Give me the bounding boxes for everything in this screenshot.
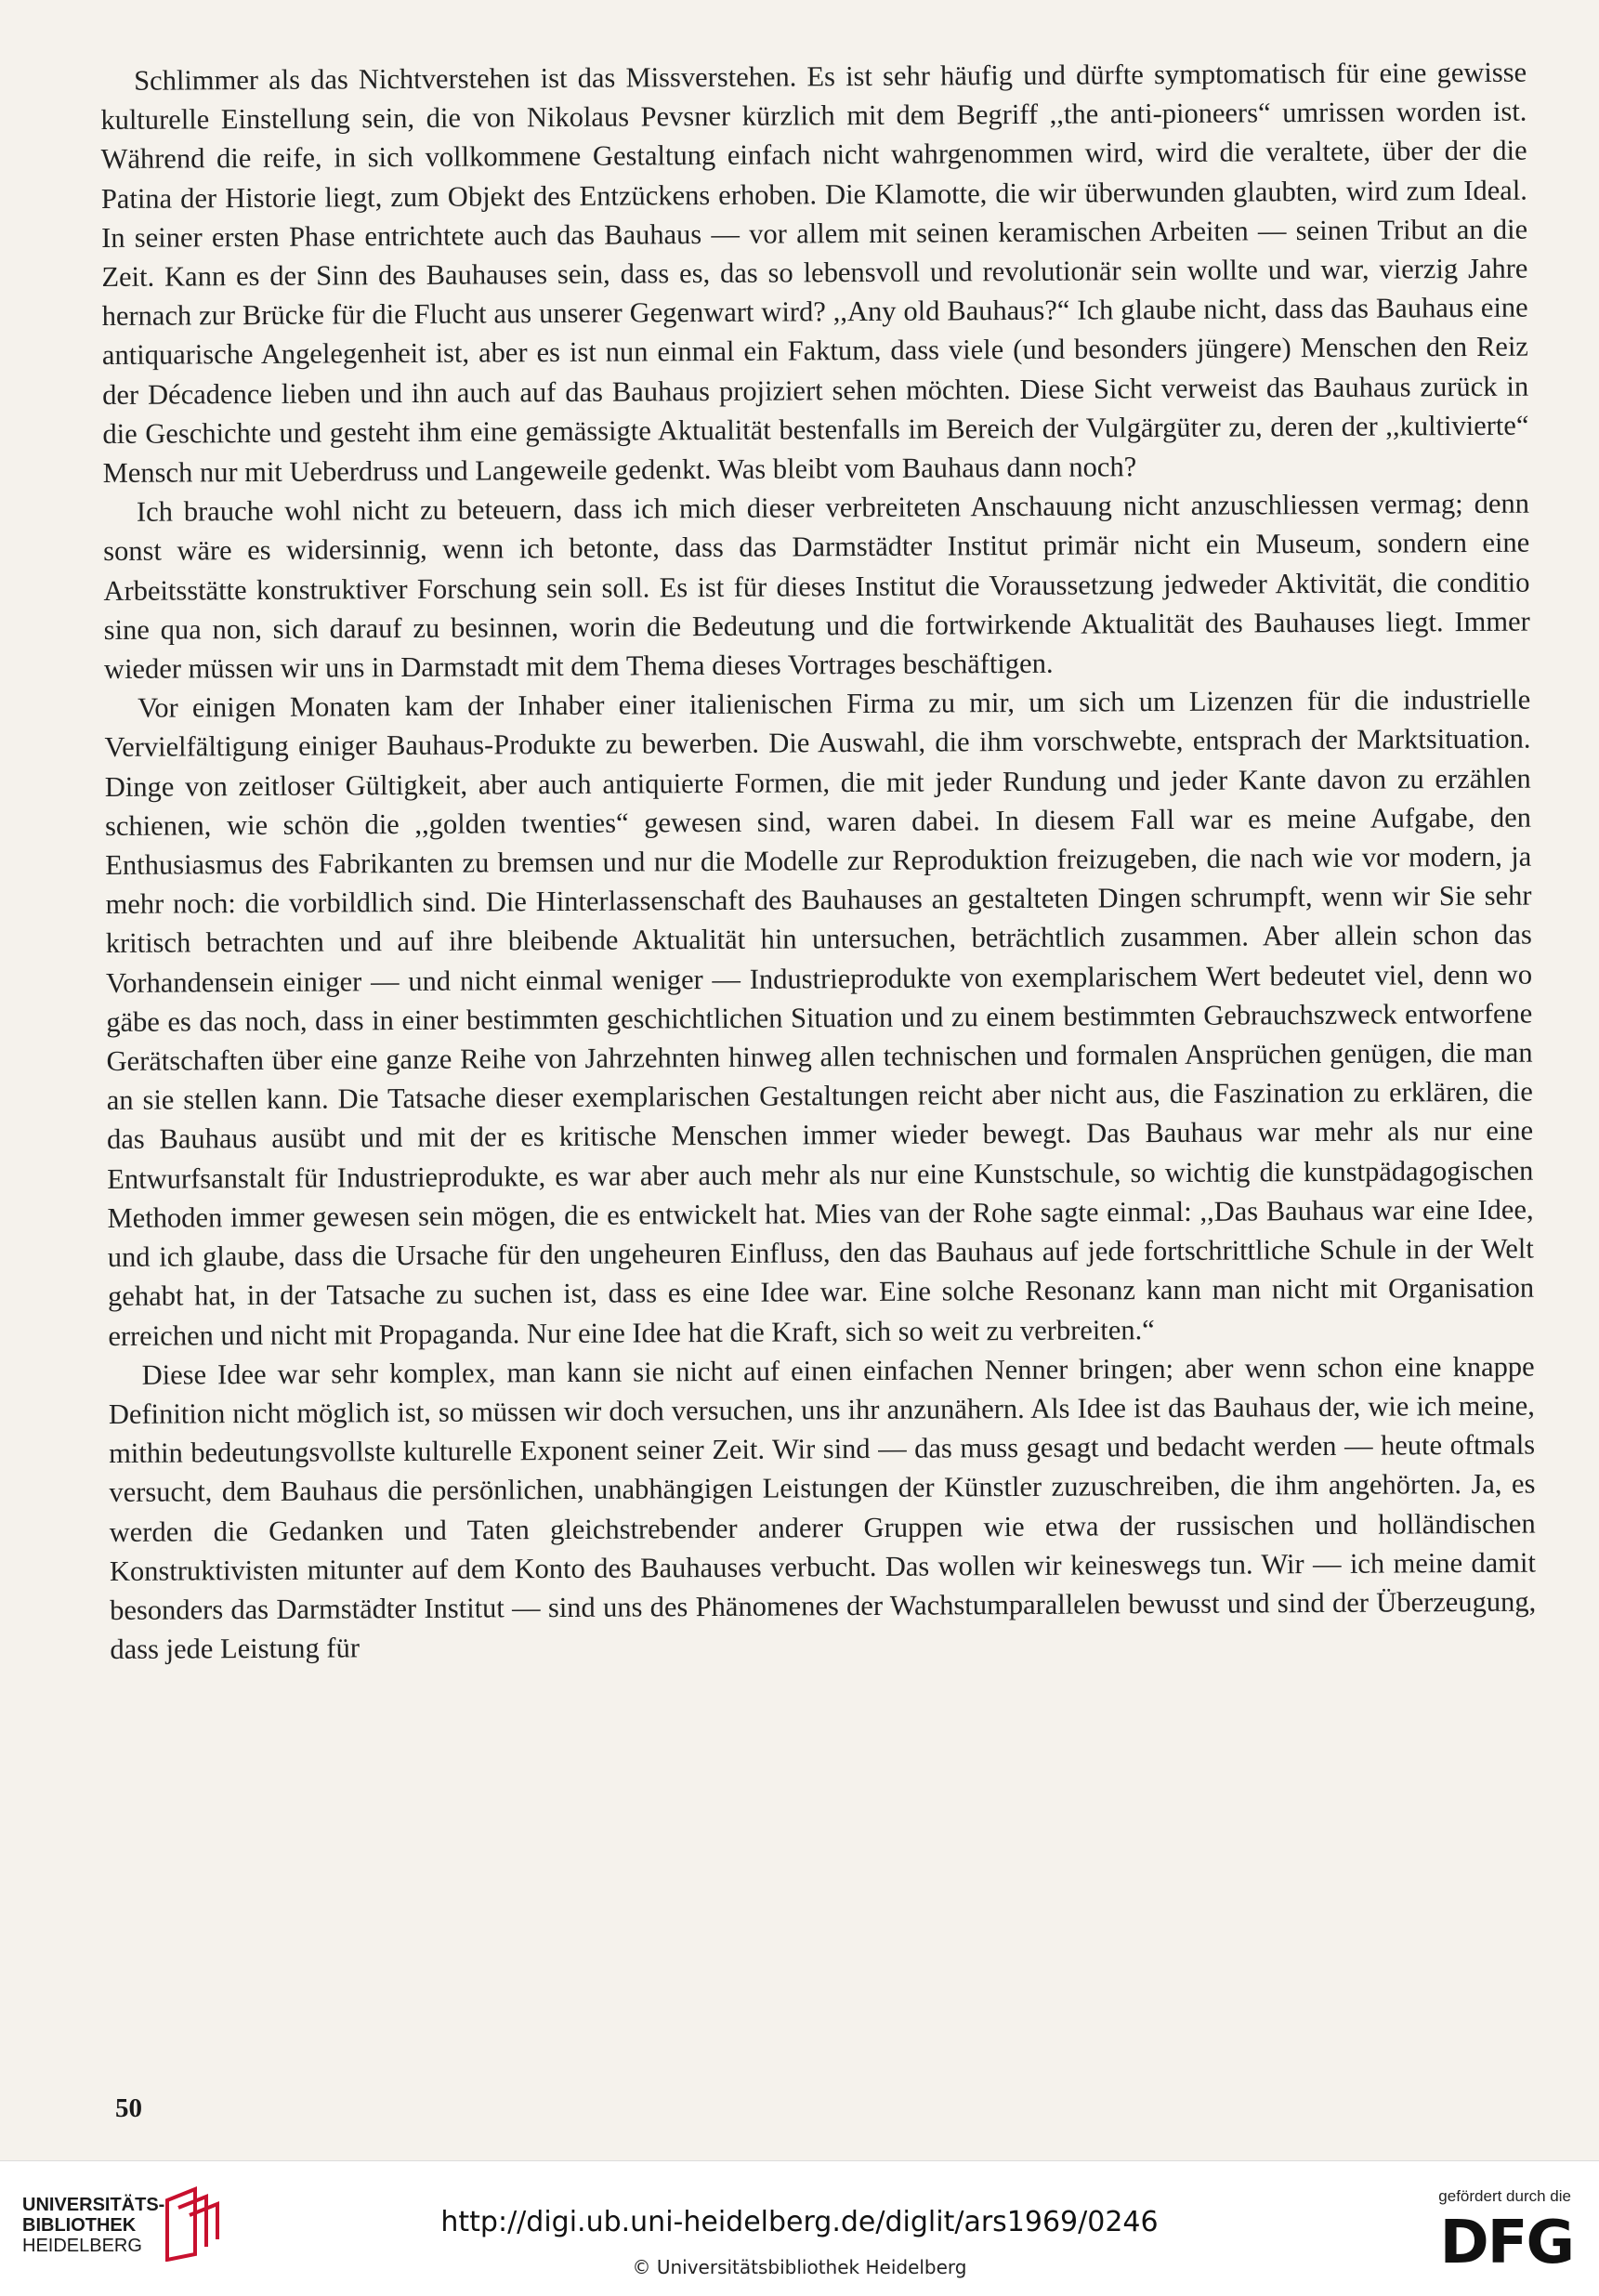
paragraph-1: Schlimmer als das Nichtverstehen ist das Missverstehen. Es ist sehr häufig und dürfte symptomatisch für eine gewisse kulturelle Einstellung sein, die von Nikolaus Pevsner kürzlich mit dem Begriff ,,the anti-pioneers“ umrissen worden ist. Während die reife, in sich vollkommene Gestaltung einfach nicht wahrgenommen wird, wird die veraltete, über der die Patina der Historie liegt, zum Objekt des Entzückens erhoben. Die Klamotte, die wir überwunden glaubten, wird zum Ideal. In seiner ersten Phase entrichtete auch das Bauhaus — vor allem mit seinen keramischen Arbeiten — seinen Tribut an die Zeit. Kann es der Sinn des Bauhauses sein, dass es, das so lebensvoll und revolutionär sein wollte und war, vierzig Jahre hernach zur Brücke für die Flucht aus unserer Gegenwart wird? ,,Any old Bauhaus?“ Ich glaube nicht, dass das Bauhaus eine antiquarische Angelegenheit ist, aber es ist nun einmal ein Faktum, dass viele (und besonders jüngere) Menschen den Reiz der Décadence lieben und ihn auch auf das Bauhaus projiziert sehen möchten. Diese Sicht verweist das Bauhaus zurück in die Geschichte und gesteht ihm eine gemässigte Aktualität bestenfalls im Bereich der Vulgärgüter zu, deren der ,,kultivierte“ Mensch nur mit Ueberdruss und Langeweile gedenkt. Was bleibt vom Bauhaus dann noch?	[100, 56, 1529, 490]
library-name-line1: UNIVERSITÄTS-	[22, 2195, 165, 2215]
library-name-line2: BIBLIOTHEK	[22, 2215, 137, 2236]
permalink-url[interactable]: http://digi.ub.uni-heidelberg.de/diglit/ars1969/0246	[440, 2206, 1159, 2238]
paragraph-2: Ich brauche wohl nicht zu beteuern, dass ich mich dieser verbreiteten Anschauung nicht anzuschliessen vermag; denn sonst wäre es widersinnig, wenn ich betonte, dass das Darmstädter Institut primär nicht ein Museum, sondern eine Arbeitsstätte konstruktiver Forschung sein soll. Es ist für dieses Institut die Voraussetzung jedweder Aktivität, die conditio sine qua non, sich darauf zu besinnen, worin die Bedeutung und die fortwirkende Aktualität des Bauhauses liegt. Immer wieder müssen wir uns in Darmstadt mit dem Thema dieses Vortrages beschäftigen.	[103, 487, 1530, 686]
funded-by-label: gefördert durch die	[1438, 2187, 1571, 2205]
paragraph-4: Diese Idee war sehr komplex, man kann sie nicht auf einen einfachen Nenner bringen; aber wenn schon eine knappe Definition nicht möglich ist, so müssen wir doch versuchen, uns ihr anzunähern. Als Idee ist das Bauhaus der, wie ich meine, mithin bedeutungsvollste kulturelle Exponent seiner Zeit. Wir sind — das muss gesagt und bedacht werden — heute oftmals versucht, dem Bauhaus die persönlichen, unabhängigen Leistungen der Künstler zuzuschreiben, die ihm angehörten. Ja, es werden die Gedanken und Taten gleichstrebender anderer Gruppen wie etwa der russischen und holländischen Konstruktivisten mitunter auf dem Konto des Bauhauses verbucht. Das wollen wir keineswegs tun. Wir — ich meine damit besonders das Darmstädter Institut — sind uns des Phänomenes der Wachstumparallelen bewusst und sind der Überzeugung, dass jede Leistung für	[108, 1350, 1537, 1666]
dfg-logo[interactable]: DFG	[1439, 2209, 1573, 2277]
page-number: 50	[115, 2093, 142, 2123]
footer-bar	[0, 2160, 1599, 2296]
body-text	[100, 53, 1537, 1670]
paragraph-3: Vor einigen Monaten kam der Inhaber einer italienischen Firma zu mir, um sich um Lizenzen für die industrielle Vervielfältigung einiger Bauhaus-Produkte zu bewerben. Die Auswahl, die ihm vorschwebte, entsprach der Marktsituation. Dinge von zeitloser Gültigkeit, aber auch antiquierte Formen, die mit jeder Rundung und jeder Kante davon zu erzählen schienen, wie schön die ,,golden twenties“ gewesen sind, waren dabei. In diesem Fall war es meine Aufgabe, den Enthusiasmus des Fabrikanten zu bremsen und nur die Modelle zur Reproduktion freizugeben, die nach wie vor modern, ja mehr noch: die vorbildlich sind. Die Hinterlassenschaft des Bauhauses an gestalteten Dingen schrumpft, wenn wir Sie sehr kritisch betrachten und auf ihre bleibende Aktualität hin untersuchen, beträchtlich zusammen. Aber allein schon das Vorhandensein einiger — und nicht einmal weniger — Industrieprodukte von exemplarischem Wert bedeutet viel, denn wo gäbe es das noch, dass in einer bestimmten geschichtlichen Situation und zu einem bestimmten Gebrauchszweck entworfene Gerätschaften über eine ganze Reihe von Jahrzehnten hinweg allen technischen und formalen Ansprüchen genügen, die man an sie stellen kann. Die Tatsache dieser exemplarischen Gestaltungen reicht aber nicht aus, die Faszination zu erklären, die das Bauhaus ausübt und mit der es kritische Menschen immer wieder bewegt. Das Bauhaus war mehr als nur eine Entwurfsanstalt für Industrieprodukte, es war aber auch mehr als nur eine Kunstschule, so wichtig die kunstpädagogischen Methoden immer gewesen sein mögen, die es entwickelt hat. Mies van der Rohe sagte einmal: ,,Das Bauhaus war eine Idee, und ich glaube, dass die Ursache für den ungeheuren Einfluss, den das Bauhaus auf jede fortschrittliche Schule in der Welt gehabt hat, in der Tatsache zu suchen ist, dass es eine Idee war. Eine solche Resonanz kann man nicht mit Organisation erreichen und nicht mit Propaganda. Nur eine Idee hat die Kraft, sich so weit zu verbreiten.“	[104, 683, 1535, 1352]
library-name-line3: HEIDELBERG	[22, 2236, 142, 2256]
copyright-notice: © Universitätsbibliothek Heidelberg	[632, 2256, 967, 2278]
